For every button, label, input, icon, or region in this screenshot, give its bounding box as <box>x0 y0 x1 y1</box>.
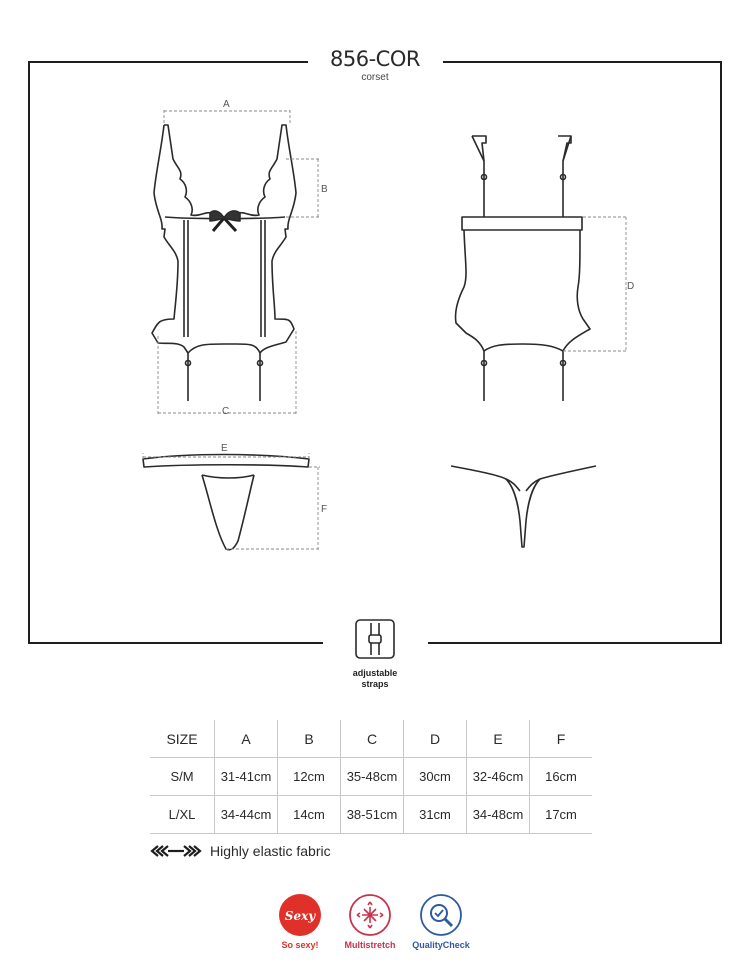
thong-front-drawing <box>143 455 309 550</box>
product-type: corset <box>361 72 389 83</box>
table-cell: 34-48cm <box>467 796 530 834</box>
table-cell: 35-48cm <box>341 758 404 796</box>
dim-label-c: C <box>222 406 230 417</box>
corset-back-drawing <box>455 136 590 401</box>
table-row <box>150 758 592 796</box>
dim-label-a: A <box>223 99 230 110</box>
size-table <box>150 720 592 834</box>
table-cell: 12cm <box>278 758 341 796</box>
header-size: SIZE <box>150 720 215 758</box>
badge-quality-check <box>401 893 481 950</box>
dim-label-b: B <box>321 184 328 195</box>
fabric-note-text: Highly elastic fabric <box>210 843 331 859</box>
header-d: D <box>404 720 467 758</box>
dim-label-d: D <box>627 281 635 292</box>
table-cell: 16cm <box>530 758 593 796</box>
corset-front-drawing <box>152 125 296 401</box>
dim-label-e: E <box>221 443 228 454</box>
dim-label-f: F <box>321 504 328 515</box>
table-cell: 34-44cm <box>215 796 278 834</box>
header-a: A <box>215 720 278 758</box>
adjustable-straps-icon <box>355 619 395 659</box>
header-b: B <box>278 720 341 758</box>
badge-label-multistretch: Multistretch <box>344 940 396 950</box>
table-cell: 31-41cm <box>215 758 278 796</box>
multistretch-icon <box>348 893 392 937</box>
fabric-note <box>150 843 331 859</box>
quality-check-icon <box>419 893 463 937</box>
table-cell: 31cm <box>404 796 467 834</box>
badge-label-quality-check: QualityCheck <box>412 940 470 950</box>
table-cell: 30cm <box>404 758 467 796</box>
size-table-header-row <box>150 720 592 758</box>
header-e: E <box>467 720 530 758</box>
dimension-lines <box>143 109 628 549</box>
row-size-label: L/XL <box>150 796 215 834</box>
svg-text:Sexy: Sexy <box>284 909 316 923</box>
drawing-frame <box>28 61 722 644</box>
header-f: F <box>530 720 593 758</box>
badge-so-sexy <box>260 893 340 950</box>
table-cell: 14cm <box>278 796 341 834</box>
table-cell: 17cm <box>530 796 593 834</box>
stretch-arrows-icon <box>150 844 202 858</box>
badge-multistretch <box>330 893 410 950</box>
feature-label <box>325 668 425 690</box>
feature-label-line2: straps <box>361 679 389 689</box>
table-cell: 32-46cm <box>467 758 530 796</box>
table-row <box>150 796 592 834</box>
badge-label-so-sexy: So sexy! <box>281 940 319 950</box>
product-code: 856-COR <box>330 47 420 71</box>
thong-back-drawing <box>451 466 596 547</box>
feature-label-line1: adjustable <box>352 668 398 678</box>
row-size-label: S/M <box>150 758 215 796</box>
sexy-heart-icon <box>278 893 322 937</box>
title-block <box>310 46 440 84</box>
table-cell: 38-51cm <box>341 796 404 834</box>
header-c: C <box>341 720 404 758</box>
